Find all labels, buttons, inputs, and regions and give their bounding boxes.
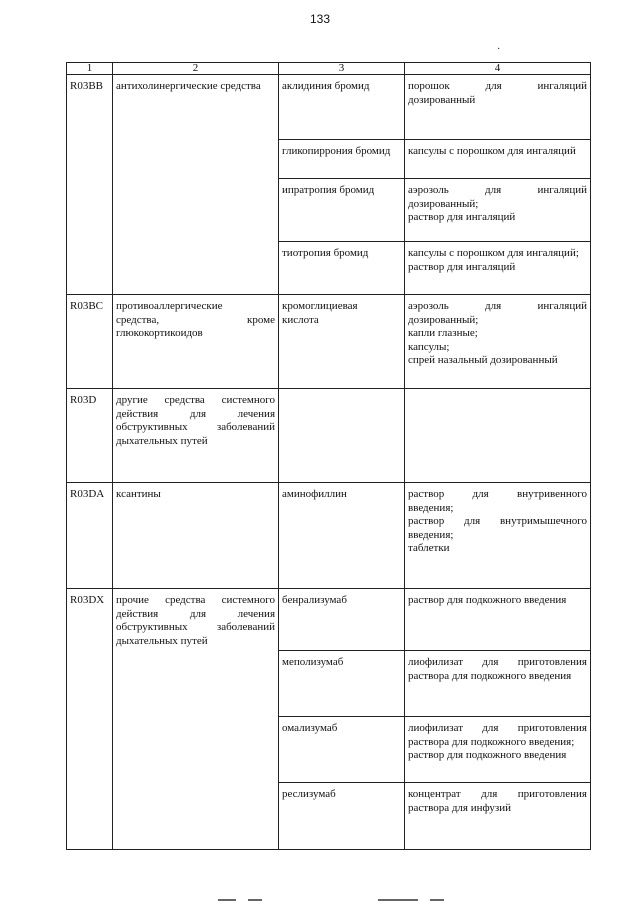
dosage-form-cell xyxy=(405,242,591,295)
dosage-form-line: введения; xyxy=(408,501,454,514)
drug-name-line: кислота xyxy=(282,313,319,326)
column-header-4: 4 xyxy=(405,63,591,75)
dosage-form-line: капли глазные; xyxy=(408,327,478,339)
dosage-form-line: спрей назальный дозированный xyxy=(408,354,558,366)
atc-code-cell: R03BC xyxy=(67,295,113,389)
group-name-line: дыхательных путей xyxy=(116,634,208,647)
dosage-form-line: капсулы с порошком для ингаляций; xyxy=(408,247,579,259)
table-row xyxy=(67,483,591,589)
scan-mark: · xyxy=(497,44,501,55)
dosage-form-line: дозированный; xyxy=(408,197,479,210)
drug-name-cell: омализумаб xyxy=(279,717,405,783)
table-row xyxy=(67,295,591,389)
atc-code-cell: R03DA xyxy=(67,483,113,589)
dosage-form-cell xyxy=(405,717,591,783)
drug-name-cell: бенрализумаб xyxy=(279,589,405,651)
column-header-3: 3 xyxy=(279,63,405,75)
group-name-cell xyxy=(113,589,279,850)
group-name-cell: антихолинергические средства xyxy=(113,75,279,295)
scan-artifact xyxy=(248,899,262,901)
bottom-scan-marks xyxy=(0,899,640,905)
group-name-line: глюкокортикоидов xyxy=(116,327,203,339)
table-row xyxy=(67,389,591,483)
group-name-cell xyxy=(113,389,279,483)
dosage-form-cell xyxy=(405,651,591,717)
header-row xyxy=(67,63,591,75)
scan-artifact xyxy=(218,899,236,901)
group-name-line: прочие средства системного xyxy=(116,594,275,606)
dosage-form-line: раствора для подкожного введения xyxy=(408,669,572,682)
dosage-form-line: лиофилизат для приготовления xyxy=(408,722,587,734)
group-name-line: обструктивных заболеваний xyxy=(116,421,275,433)
atc-code-cell: R03BB xyxy=(67,75,113,295)
column-header-2: 2 xyxy=(113,63,279,75)
dosage-form-line: раствора для инфузий xyxy=(408,801,511,814)
group-name-line: обструктивных заболеваний xyxy=(116,621,275,633)
group-name-line: другие средства системного xyxy=(116,394,275,406)
top-border-line xyxy=(0,0,640,2)
group-name-line: дыхательных путей xyxy=(116,434,208,447)
group-name-cell xyxy=(113,295,279,389)
drug-classification-table xyxy=(66,62,591,850)
page-number: 133 xyxy=(309,12,331,26)
dosage-form-line: раствор для внутривенного xyxy=(408,488,587,500)
dosage-form-cell xyxy=(405,179,591,242)
dosage-form-line: раствор для внутримышечного xyxy=(408,515,587,527)
scan-artifact xyxy=(430,899,444,901)
dosage-form-line: дозированный; xyxy=(408,313,479,326)
dosage-form-cell xyxy=(405,483,591,589)
dosage-form-line: раствор для ингаляций xyxy=(408,211,516,223)
drug-name-cell: меполизумаб xyxy=(279,651,405,717)
drug-name-cell xyxy=(279,389,405,483)
dosage-form-cell xyxy=(405,75,591,140)
dosage-form-cell xyxy=(405,389,591,483)
dosage-form-cell xyxy=(405,783,591,850)
drug-name-cell: ипратропия бромид xyxy=(279,179,405,242)
atc-code-cell: R03D xyxy=(67,389,113,483)
drug-name-line: кромоглициевая xyxy=(282,300,358,312)
dosage-form-line: аэрозоль для ингаляций xyxy=(408,300,587,312)
table-row xyxy=(67,589,591,651)
dosage-form-line: дозированный xyxy=(408,93,476,106)
group-name-line: средства, кроме xyxy=(116,313,275,326)
dosage-form-line: аэрозоль для ингаляций xyxy=(408,184,587,196)
dosage-form-line: раствор для подкожного введения xyxy=(408,749,567,761)
dosage-form-line: лиофилизат для приготовления xyxy=(408,656,587,668)
drug-name-cell: гликопиррония бромид xyxy=(279,140,405,179)
group-name-line: действия для лечения xyxy=(116,407,275,420)
dosage-form-line: порошок для ингаляций xyxy=(408,80,587,92)
dosage-form-line: концентрат для приготовления xyxy=(408,788,587,800)
drug-name-cell: аклидиния бромид xyxy=(279,75,405,140)
drug-name-cell: аминофиллин xyxy=(279,483,405,589)
group-name-cell: ксантины xyxy=(113,483,279,589)
dosage-form-line: введения; xyxy=(408,528,454,541)
drug-name-cell: реслизумаб xyxy=(279,783,405,850)
dosage-form-cell xyxy=(405,295,591,389)
group-name-line: противоаллергические xyxy=(116,300,223,312)
drug-name-cell xyxy=(279,295,405,389)
dosage-form-cell: раствор для подкожного введения xyxy=(405,589,591,651)
column-header-1: 1 xyxy=(67,63,113,75)
dosage-form-line: капсулы; xyxy=(408,340,450,353)
drug-name-cell: тиотропия бромид xyxy=(279,242,405,295)
dosage-form-line: таблетки xyxy=(408,542,450,554)
dosage-form-line: раствора для подкожного введения; xyxy=(408,735,575,748)
dosage-form-line: раствор для ингаляций xyxy=(408,260,516,273)
dosage-form-cell: капсулы с порошком для ингаляций xyxy=(405,140,591,179)
group-name-line: действия для лечения xyxy=(116,607,275,620)
atc-code-cell: R03DX xyxy=(67,589,113,850)
scan-artifact xyxy=(378,899,418,901)
table-row xyxy=(67,75,591,140)
